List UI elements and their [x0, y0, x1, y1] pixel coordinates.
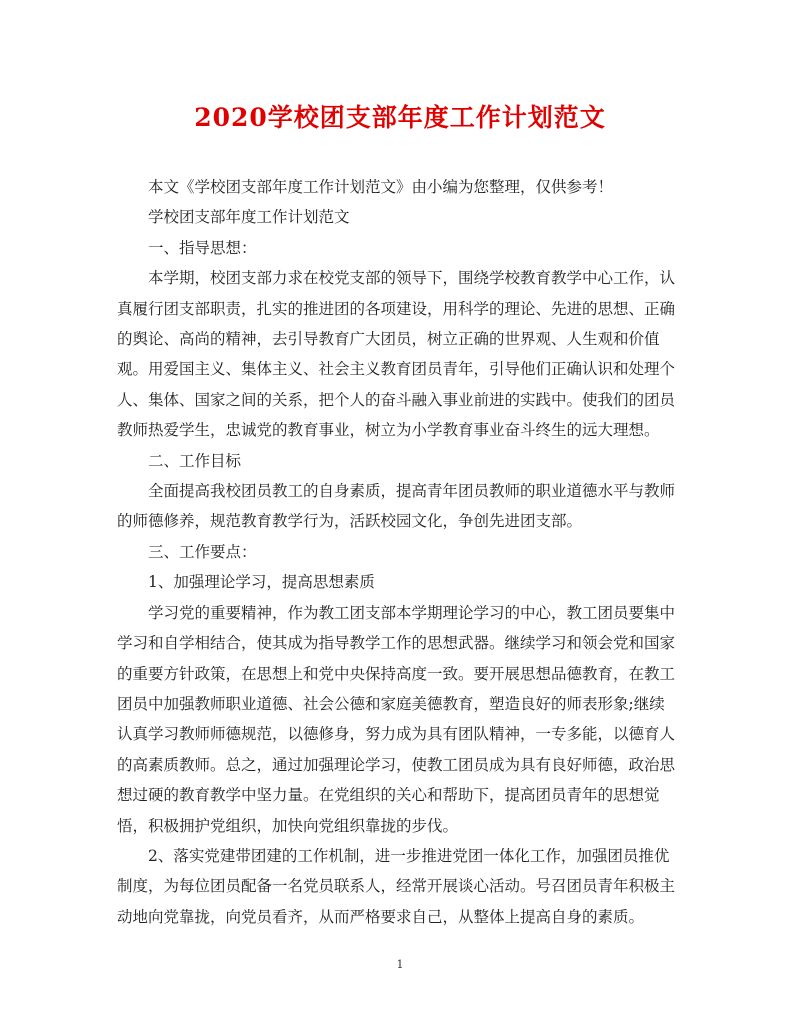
subtitle-paragraph: 学校团支部年度工作计划范文: [148, 208, 350, 227]
subheading-theory-study: 1、加强理论学习，提高思想素质: [148, 573, 375, 592]
section-heading-guiding-ideology: 一、指导思想：: [148, 238, 257, 257]
page-number: 1: [396, 958, 404, 971]
body-paragraph: 2、落实党建带团建的工作机制，进一步推进党团一体化工作，加强团员推优制度，为每位团员配备一名党员联系人，经常开展谈心活动。号召团员青年积极主动地向党靠拢，向党员看齐，从而严格要求自己，从整体上提高自身的素质。: [117, 846, 676, 926]
page-title: 2020学校团支部年度工作计划范文: [194, 103, 606, 132]
body-paragraph: 全面提高我校团员教工的自身素质，提高青年团员教师的职业道德水平与教师的师德修养，规范教育教学行为，活跃校园文化，争创先进团支部。: [117, 482, 676, 531]
section-heading-work-points: 三、工作要点：: [148, 542, 257, 561]
document-body: [117, 172, 677, 932]
body-paragraph: 学习党的重要精神，作为教工团支部本学期理论学习的中心，教工团员要集中学习和自学相结合，使其成为指导教学工作的思想武器。继续学习和领会党和国家的重要方针政策，在思想上和党中央保持高度一致。要开展思想品德教育，在教工团员中加强教师职业道德、社会公德和家庭美德教育，塑造良好的师表形象;继续认真学习教师师德规范，以德修身，努力成为具有团队精神，一专多能，以德育人的高素质教师。总之，通过加强理论学习，使教工团员成为具有良好师德，政治思想过硬的教育教学中坚力量。在党组织的关心和帮助下，提高团员青年的思想觉悟，积极拥护党组织，加快向党组织靠拢的步伐。: [117, 603, 676, 835]
intro-paragraph: 本文《学校团支部年度工作计划范文》由小编为您整理，仅供参考！: [148, 178, 614, 196]
section-heading-work-goals: 二、工作目标: [148, 451, 242, 470]
body-paragraph: 本学期，校团支部力求在校党支部的领导下，围绕学校教育教学中心工作，认真履行团支部职责，扎实的推进团的各项建设，用科学的理论、先进的思想、正确的舆论、高尚的精神，去引导教育广大团员，树立正确的世界观、人生观和价值观。用爱国主义、集体主义、社会主义教育团员青年，引导他们正确认识和处理个人、集体、国家之间的关系，把个人的奋斗融入事业前进的实践中。使我们的团员教师热爱学生，忠诚党的教育事业，树立为小学教育事业奋斗终生的远大理想。: [117, 269, 676, 440]
